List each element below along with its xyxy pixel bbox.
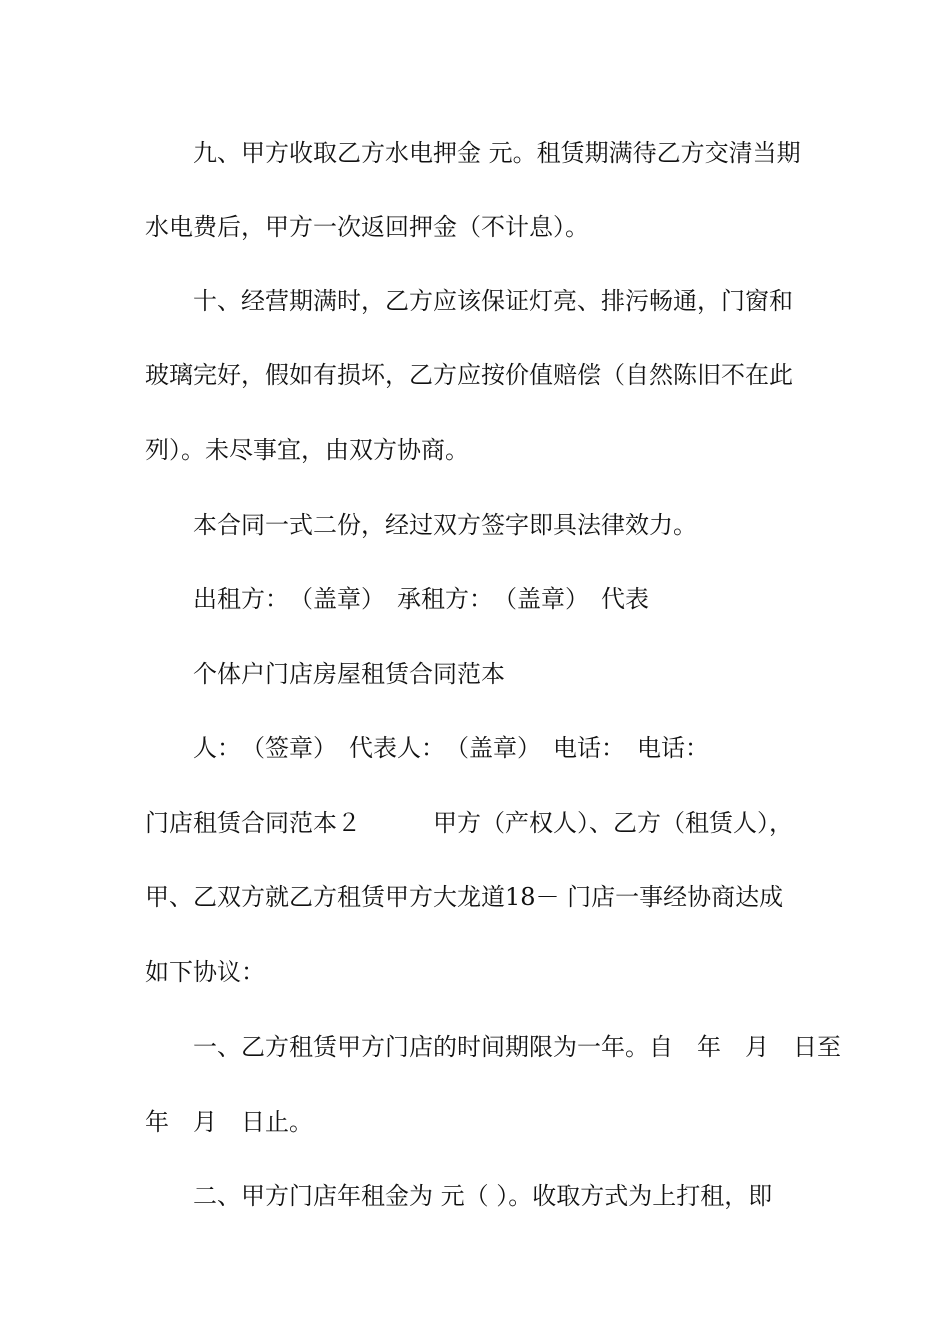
paragraph-line: 门店租赁合同范本２ 甲方（产权人）、乙方（租赁人）， bbox=[145, 809, 793, 837]
paragraph-line: 如下协议： bbox=[145, 958, 265, 986]
signature-line: 人： （签章） 代表人： （盖章） 电话： 电话： bbox=[193, 734, 709, 762]
paragraph-line: 甲、乙双方就乙方租赁甲方大龙道18－ 门店一事经协商达成 bbox=[145, 883, 784, 911]
paragraph-line: 列）。未尽事宜，由双方协商。 bbox=[145, 436, 469, 464]
signature-line: 出租方： （盖章） 承租方： （盖章） 代表 bbox=[193, 585, 649, 613]
paragraph-line: 本合同一式二份，经过双方签字即具法律效力。 bbox=[193, 511, 697, 539]
paragraph-line: 一、乙方租赁甲方门店的时间期限为一年。自 年 月 日至 bbox=[193, 1033, 841, 1061]
paragraph-line: 玻璃完好，假如有损坏，乙方应按价值赔偿（自然陈旧不在此 bbox=[145, 361, 793, 389]
paragraph-line: 九、甲方收取乙方水电押金 元。租赁期满待乙方交清当期 bbox=[193, 139, 801, 167]
paragraph-line: 十、经营期满时，乙方应该保证灯亮、排污畅通，门窗和 bbox=[193, 287, 793, 315]
section-heading: 个体户门店房屋租赁合同范本 bbox=[193, 660, 505, 688]
paragraph-line: 年 月 日止。 bbox=[145, 1108, 313, 1136]
paragraph-line: 水电费后，甲方一次返回押金（不计息）。 bbox=[145, 213, 589, 241]
paragraph-line: 二、甲方门店年租金为 元（ ）。收取方式为上打租，即 bbox=[193, 1182, 773, 1210]
